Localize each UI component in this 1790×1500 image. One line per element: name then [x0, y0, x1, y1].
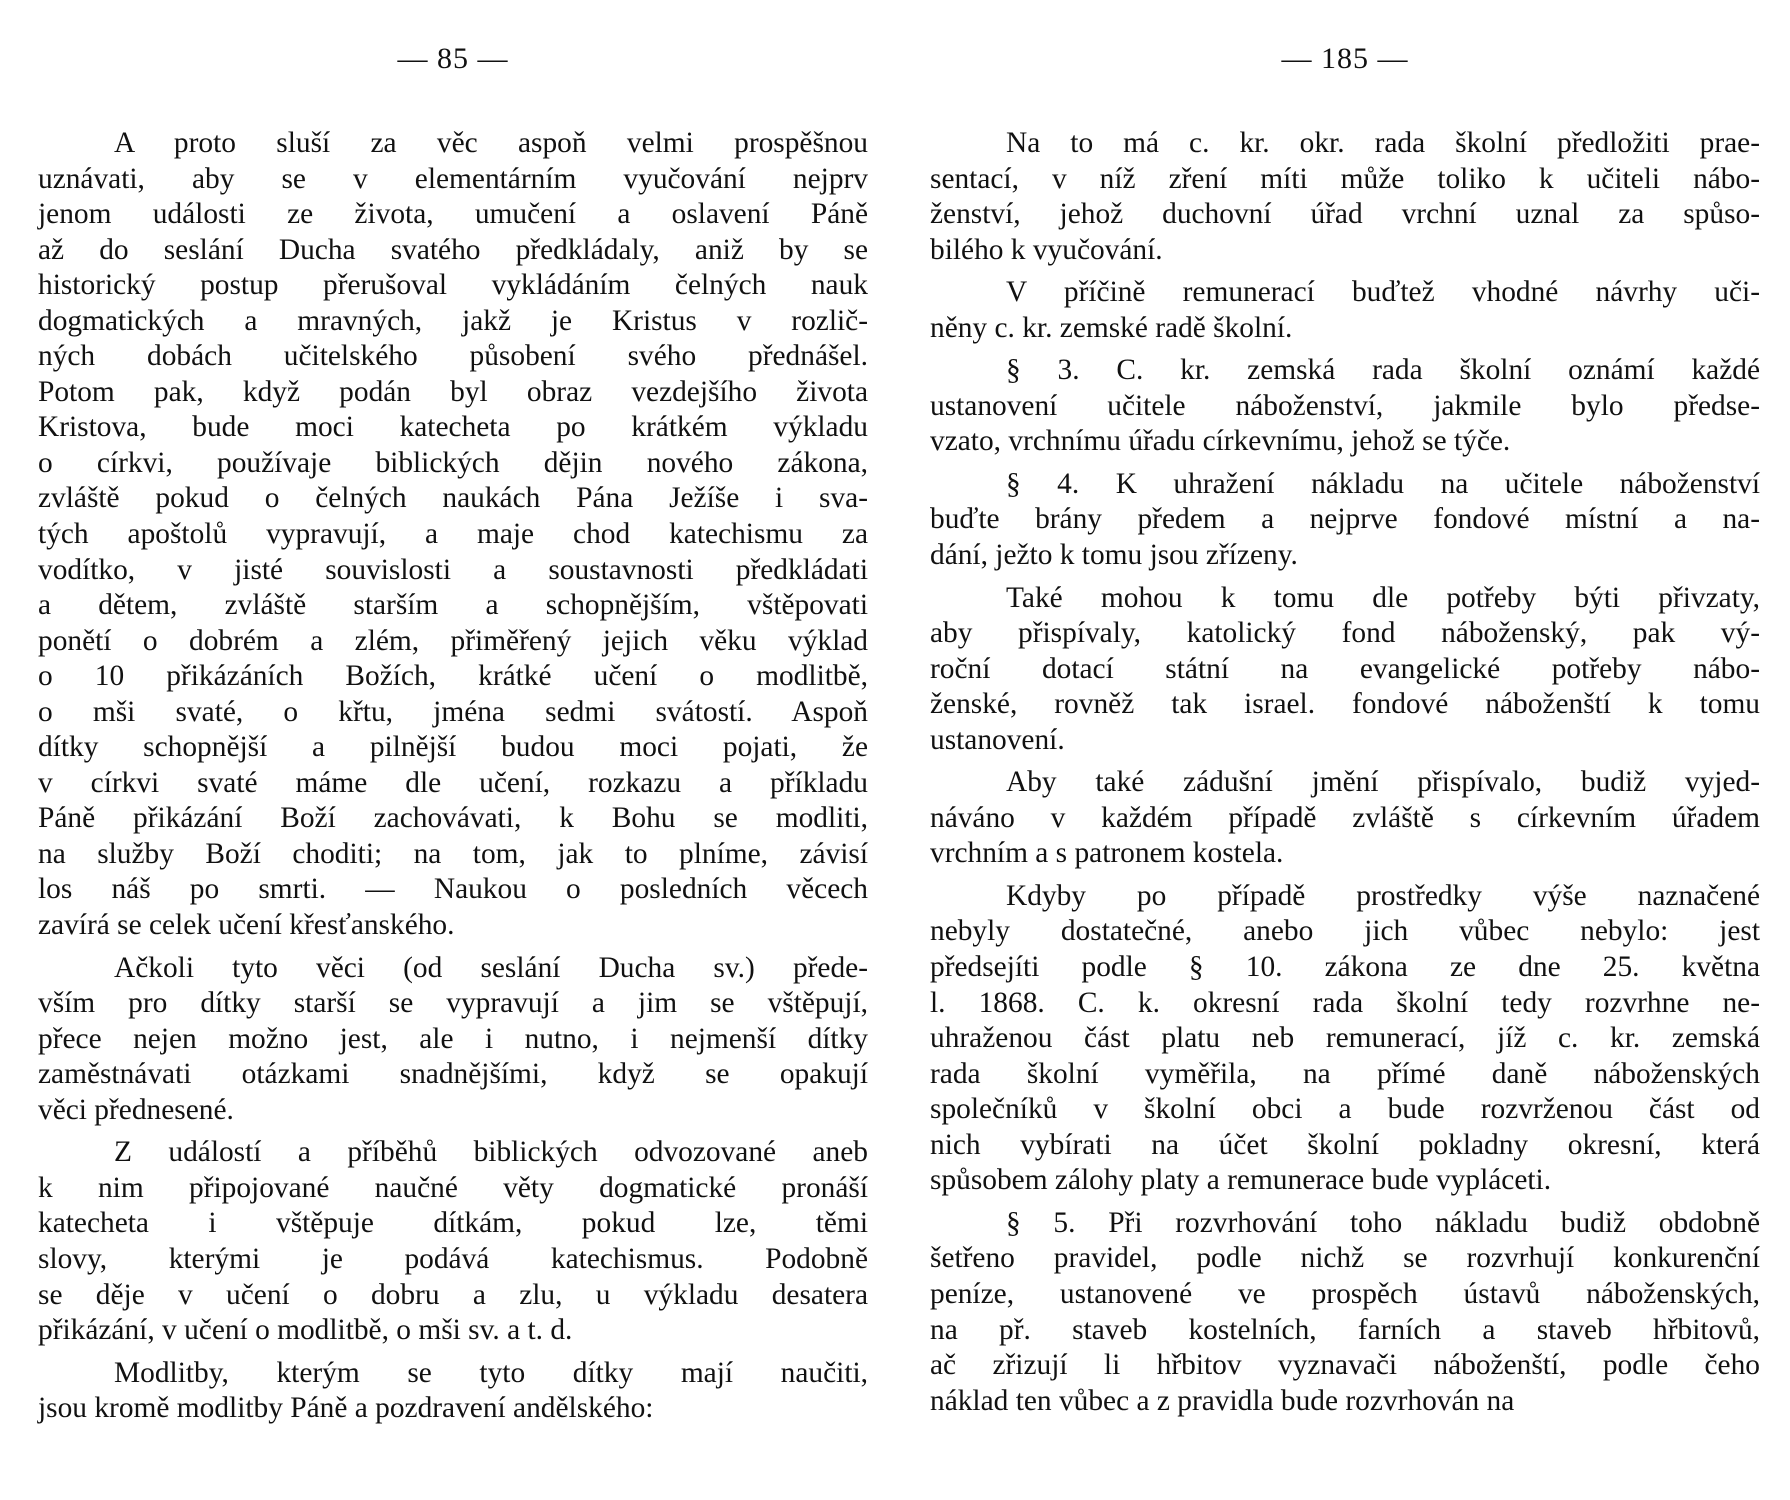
- page-number: — 185 —: [1281, 42, 1409, 75]
- text-line: na služby Boží choditi; na tom, jak to plníme, závisí: [38, 837, 868, 870]
- text-line: společníků v školní obci a bude rozvrženou část od: [930, 1093, 1760, 1126]
- paragraph-gap: [930, 346, 1760, 353]
- text-line: ustanovení.: [930, 723, 1065, 756]
- text-line: o mši svaté, o křtu, jména sedmi svátostí. Aspoň: [38, 695, 868, 728]
- text-line: na př. staveb kostelních, farních a staveb hřbitovů,: [930, 1313, 1760, 1346]
- paragraph-gap: [930, 758, 1760, 765]
- text-line: zavírá se celek učení křesťanského.: [38, 909, 455, 942]
- paragraph: [930, 353, 1760, 460]
- text-line: o 10 přikázáních Božích, krátké učení o modlitbě,: [38, 660, 868, 693]
- paragraph: [930, 879, 1760, 1199]
- text-line: zaměstnávati otázkami snadnějšími, když se opakují: [38, 1058, 868, 1091]
- text-line: buďte brány předem a nejprve fondové místní a na-: [930, 503, 1760, 536]
- text-line: zvláště pokud o čelných naukách Pána Ježíše i sva-: [38, 482, 868, 515]
- text-line: bilého k vyučování.: [930, 233, 1163, 266]
- text-line: Na to má c. kr. okr. rada školní předložiti prae-: [1006, 127, 1760, 159]
- text-line: dítky schopnější a pilnější budou moci pojati, že: [38, 731, 868, 764]
- text-line: ponětí o dobrém a zlém, přiměřený jejich věku výklad: [38, 624, 868, 657]
- text-line: Potom pak, když podán byl obraz vezdejšího života: [38, 375, 868, 408]
- paragraph: [38, 126, 868, 944]
- text-line: přikázání, v učení o modlitbě, o mši sv. a t. d.: [38, 1314, 573, 1347]
- text-line: předsejíti podle § 10. zákona ze dne 25. května: [930, 951, 1760, 984]
- text-line: ženství, jehož duchovní úřad vrchní uznal za spůso-: [930, 198, 1760, 231]
- paragraph: [930, 765, 1760, 872]
- paragraph: [930, 467, 1760, 574]
- text-line: Kdyby po případě prostředky výše naznačené: [1006, 879, 1760, 912]
- page-body: [38, 126, 868, 1427]
- text-line: nich vybírati na účet školní pokladny okresní, která: [930, 1128, 1760, 1161]
- text-line: V příčině remunerací buďtež vhodné návrhy uči-: [1006, 276, 1760, 309]
- page-number: — 85 —: [397, 42, 509, 75]
- text-line: peníze, ustanovené ve prospěch ústavů náboženských,: [930, 1277, 1760, 1310]
- paragraph: [38, 951, 868, 1129]
- text-line: nebyly dostatečné, anebo jich vůbec nebylo: jest: [930, 915, 1760, 948]
- text-line: ženské, rovněž tak israel. fondové náboženští k tomu: [930, 688, 1760, 721]
- text-line: Páně přikázání Boží zachovávati, k Bohu se modliti,: [38, 802, 868, 835]
- text-line: ač zřizují li hřbitov vyznavači náboženští, podle čeho: [930, 1349, 1760, 1382]
- text-line: aby přispívaly, katolický fond náboženský, pak vý-: [930, 617, 1760, 650]
- paragraph: [930, 581, 1760, 759]
- text-line: vším pro dítky starší se vypravují a jim se vštěpují,: [38, 987, 868, 1020]
- text-line: slovy, kterými je podává katechismus. Podobně: [38, 1242, 868, 1275]
- page-body: [930, 126, 1760, 1419]
- paragraph: [930, 275, 1760, 346]
- text-line: historický postup přerušoval vykládáním čelných nauk: [38, 269, 868, 302]
- text-line: jenom události ze života, umučení a oslavení Páně: [38, 198, 868, 231]
- text-line: uznávati, aby se v elementárním vyučování nejprv: [38, 162, 868, 195]
- paragraph: [930, 126, 1760, 268]
- text-line: tých apoštolů vypravují, a maje chod katechismu za: [38, 518, 868, 551]
- text-line: náklad ten vůbec a z pravidla bude rozvrhován na: [930, 1384, 1515, 1417]
- text-line: roční dotací státní na evangelické potřeby nábo-: [930, 652, 1760, 685]
- text-line: vodítko, v jisté souvislosti a soustavnosti předkládati: [38, 553, 868, 586]
- text-line: A proto sluší za věc aspoň velmi prospěšnou: [114, 127, 868, 159]
- paragraph: [38, 1135, 868, 1348]
- text-line: spůsobem zálohy platy a remunerace bude vypláceti.: [930, 1164, 1552, 1197]
- text-line: § 5. Při rozvrhování toho nákladu budiž obdobně: [1006, 1206, 1760, 1239]
- text-line: § 4. K uhražení nákladu na učitele náboženství: [1006, 467, 1760, 500]
- paragraph: [930, 1206, 1760, 1419]
- text-line: dání, ježto k tomu jsou zřízeny.: [930, 539, 1298, 572]
- text-line: se děje v učení o dobru a zlu, u výkladu desatera: [38, 1278, 868, 1311]
- text-line: rada školní vyměřila, na přímé daně náboženských: [930, 1057, 1760, 1090]
- text-line: Také mohou k tomu dle potřeby býti přivzaty,: [1006, 581, 1760, 614]
- paragraph-gap: [930, 872, 1760, 879]
- paragraph-gap: [930, 460, 1760, 467]
- left-page: [38, 0, 868, 1427]
- text-line: ustanovení učitele náboženství, jakmile bylo předse-: [930, 389, 1760, 422]
- text-line: Modlitby, kterým se tyto dítky mají naučiti,: [114, 1356, 868, 1389]
- paragraph-gap: [38, 944, 868, 951]
- paragraph-gap: [930, 268, 1760, 275]
- text-line: až do seslání Ducha svatého předkládaly, aniž by se: [38, 233, 868, 266]
- paragraph-gap: [930, 574, 1760, 581]
- text-line: přece nejen možno jest, ale i nutno, i nejmenší dítky: [38, 1022, 868, 1055]
- text-line: katecheta i vštěpuje dítkám, pokud lze, těmi: [38, 1207, 868, 1240]
- text-line: náváno v každém případě zvláště s církevním úřadem: [930, 801, 1760, 834]
- text-line: Aby také zádušní jmění přispívalo, budiž vyjed-: [1006, 766, 1760, 799]
- text-line: § 3. C. kr. zemská rada školní oznámí každé: [1006, 354, 1760, 387]
- text-line: šetřeno pravidel, podle nichž se rozvrhují konkurenční: [930, 1242, 1760, 1275]
- paragraph-gap: [930, 1199, 1760, 1206]
- paragraph: [38, 1356, 868, 1427]
- text-line: ných dobách učitelského působení svého přednášel.: [38, 340, 868, 373]
- text-line: uhraženou část platu neb remunerací, jíž c. kr. zemská: [930, 1022, 1760, 1055]
- text-line: o církvi, používaje biblických dějin nového zákona,: [38, 446, 868, 479]
- text-line: Ačkoli tyto věci (od seslání Ducha sv.) přede-: [114, 951, 868, 984]
- text-line: sentací, v níž zření míti může toliko k učiteli nábo-: [930, 162, 1760, 195]
- paragraph-gap: [38, 1349, 868, 1356]
- text-line: k nim připojované naučné věty dogmatické pronáší: [38, 1171, 868, 1204]
- text-line: něny c. kr. zemské radě školní.: [930, 311, 1293, 344]
- text-line: vzato, vrchnímu úřadu církevnímu, jehož se týče.: [930, 425, 1511, 458]
- text-line: dogmatických a mravných, jakž je Kristus v rozlič-: [38, 304, 868, 337]
- paragraph-gap: [38, 1128, 868, 1135]
- text-line: v církvi svaté máme dle učení, rozkazu a příkladu: [38, 766, 868, 799]
- text-line: l. 1868. C. k. okresní rada školní tedy rozvrhne ne-: [930, 986, 1760, 1019]
- text-line: věci přednesené.: [38, 1093, 234, 1126]
- right-page: [930, 0, 1760, 1419]
- text-line: Z událostí a příběhů biblických odvozované aneb: [114, 1136, 868, 1169]
- text-line: Kristova, bude moci katecheta po krátkém výkladu: [38, 411, 868, 444]
- text-line: vrchním a s patronem kostela.: [930, 837, 1284, 870]
- text-line: los náš po smrti. — Naukou o posledních věcech: [38, 873, 868, 906]
- text-line: jsou kromě modlitby Páně a pozdravení andělského:: [38, 1392, 654, 1425]
- text-line: a dětem, zvláště starším a schopnějším, vštěpovati: [38, 589, 868, 622]
